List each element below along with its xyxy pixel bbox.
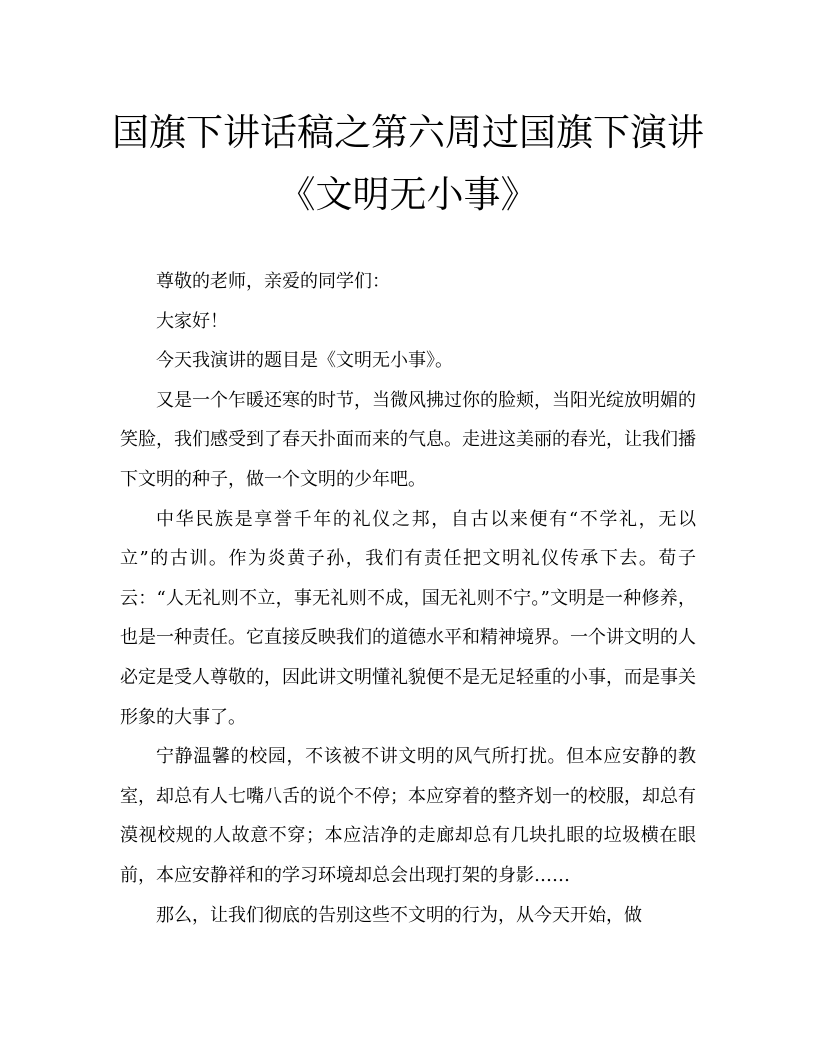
document-title-line-2: 《文明无小事》 [278,173,538,216]
topic-paragraph: 今天我演讲的题目是《文明无小事》。 [156,350,453,372]
body-paragraph: 宁静温馨的校园，不该被不讲文明的风气所打扰。但本应安静的教室，却总有人七嘴八舌的说个不停；本应穿着的整齐划一的校服，却总有漠视校规的人故意不穿；本应洁净的走廊却总有几块扎眼的垃圾横在眼前，本应安静祥和的学习环境却总会出现打架的身影…… [120,746,696,886]
document-title-line-1: 国旗下讲话稿之第六周过国旗下演讲 [112,111,704,154]
greeting-paragraph: 大家好！ [156,310,228,332]
body-paragraph: 又是一个乍暖还寒的时节，当微风拂过你的脸颊，当阳光绽放明媚的笑脸，我们感受到了春天扑面而来的气息。走进这美丽的春光，让我们播下文明的种子，做一个文明的少年吧。 [120,389,696,490]
body-paragraph: 那么，让我们彻底的告别这些不文明的行为，从今天开始，做 [156,904,642,926]
salutation-paragraph: 尊敬的老师，亲爱的同学们： [156,271,390,292]
body-paragraph: 中华民族是享誉千年的礼仪之邦，自古以来便有“不学礼，无以立”的古训。作为炎黄子孙，我们有责任把文明礼仪传承下去。荀子云：“人无礼则不立，事无礼则不成，国无礼则不宁。”文明是一种修养，也是一种责任。它直接反映我们的道德水平和精神境界。一个讲文明的人必定是受人尊敬的，因此讲文明懂礼貌便不是无足轻重的小事，而是事关形象的大事了。 [120,508,696,728]
document-body [120,262,696,936]
